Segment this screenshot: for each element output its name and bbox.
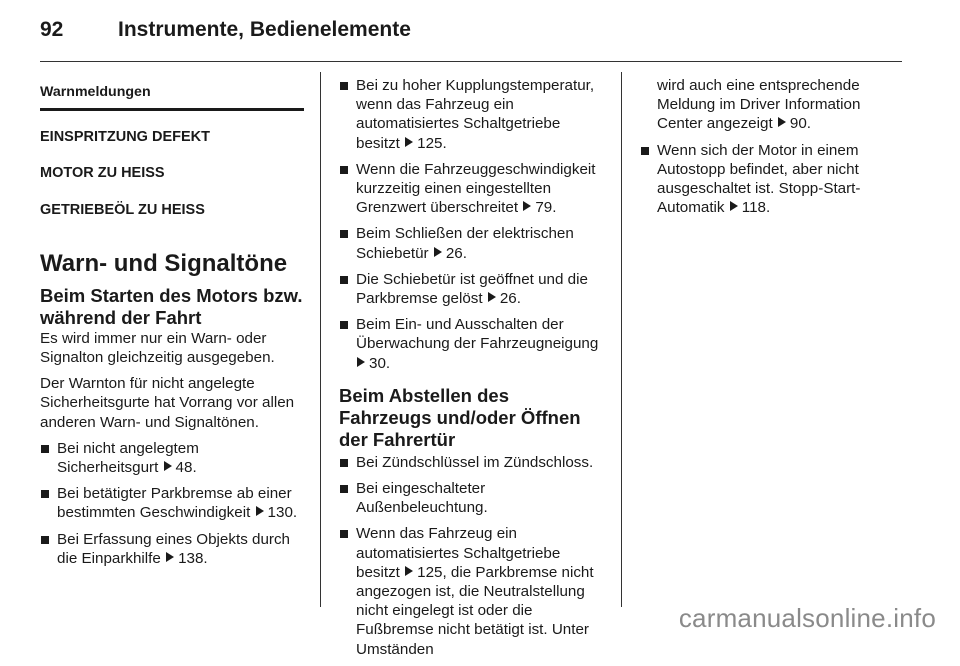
page-reference[interactable]: 125. [404, 134, 447, 153]
arrow-right-icon [730, 201, 738, 211]
paragraph-continuation: wird auch eine entsprechende Meldung im Driver Information Center angezeigt 90. [657, 77, 861, 133]
arrow-right-icon [357, 357, 365, 367]
arrow-right-icon [523, 201, 531, 211]
page-reference[interactable]: 30. [356, 354, 390, 373]
arrow-right-icon [488, 292, 496, 302]
list-item: Bei nicht angelegtem Sicherheitsgurt 48. [40, 439, 304, 477]
list-item: Die Schiebetür ist geöffnet und die Parkbremse gelöst 26. [339, 270, 605, 308]
bullet-list [339, 76, 605, 373]
arrow-right-icon [405, 137, 413, 147]
page-title: Instrumente, Bedienelemente [118, 18, 411, 41]
page-reference[interactable]: 26. [433, 244, 467, 263]
page-reference[interactable]: 118. [729, 198, 770, 217]
arrow-right-icon [434, 247, 442, 257]
section-title: Warnmeldungen [40, 76, 304, 111]
column-divider [621, 72, 622, 607]
bullet-list [339, 453, 605, 659]
page-number: 92 [40, 18, 64, 41]
bullet-square-icon [340, 276, 348, 284]
list-item: Bei eingeschalteter Außenbeleuchtung. [339, 479, 605, 517]
bullet-list [40, 439, 304, 568]
warning-message: GETRIEBEÖL ZU HEISS [40, 201, 205, 218]
bullet-list [640, 141, 904, 218]
list-item: Wenn sich der Motor in einem Autostopp befindet, aber nicht ausgeschaltet ist. Stopp-Start-Automatik 118. [640, 141, 904, 218]
page-header [40, 18, 902, 42]
warning-message: EINSPRITZUNG DEFEKT [40, 129, 210, 146]
list-item: Wenn das Fahrzeug ein automatisiertes Schaltgetriebe besitzt 125, die Parkbremse nicht angezogen ist, die Neutralstellung nicht eingelegt ist oder die Fußbremse nicht betätigt ist. Unter Umständen [339, 524, 605, 658]
paragraph: Es wird immer nur ein Warn- oder Signalton gleichzeitig ausgegeben. [40, 329, 275, 367]
column-2 [339, 76, 605, 666]
arrow-right-icon [164, 461, 172, 471]
arrow-right-icon [405, 566, 413, 576]
list-item: Bei zu hoher Kupplungstemperatur, wenn das Fahrzeug ein automatisiertes Schaltgetriebe besitzt 125. [339, 76, 605, 153]
bullet-square-icon [340, 82, 348, 90]
page-reference[interactable]: 79. [522, 198, 556, 217]
list-item: Bei Erfassung eines Objekts durch die Einparkhilfe 138. [40, 530, 304, 568]
header-divider [40, 61, 902, 62]
list-item: Bei betätigter Parkbremse ab einer bestimmten Geschwindigkeit 130. [40, 484, 304, 522]
page-reference[interactable]: 138. [165, 549, 208, 568]
list-item: Bei Zündschlüssel im Zündschloss. [339, 453, 605, 472]
warning-message: MOTOR ZU HEISS [40, 165, 165, 182]
arrow-right-icon [256, 506, 264, 516]
list-item: Beim Ein- und Ausschalten der Überwachung der Fahrzeugneigung 30. [339, 315, 605, 373]
bullet-square-icon [641, 147, 649, 155]
arrow-right-icon [166, 552, 174, 562]
column-divider [320, 72, 321, 607]
bullet-square-icon [41, 490, 49, 498]
paragraph: Der Warnton für nicht angelegte Sicherheitsgurte hat Vorrang vor allen anderen Warn- und Signaltönen. [40, 375, 295, 431]
chapter-heading: Warn- und Signaltöne [40, 249, 288, 277]
arrow-right-icon [778, 117, 786, 127]
bullet-square-icon [340, 230, 348, 238]
subheading: Beim Abstellen des Fahrzeugs und/oder Öffnen der Fahrertür [339, 384, 581, 450]
page-reference[interactable]: 48. [163, 458, 197, 477]
page-reference[interactable]: 26. [487, 289, 521, 308]
bullet-square-icon [340, 485, 348, 493]
bullet-square-icon [41, 536, 49, 544]
column-3 [640, 76, 904, 224]
subheading: Beim Starten des Motors bzw. während der Fahrt [40, 284, 303, 328]
bullet-square-icon [340, 166, 348, 174]
bullet-square-icon [41, 445, 49, 453]
page-reference[interactable]: 125 [404, 563, 442, 582]
bullet-square-icon [340, 321, 348, 329]
list-item: Wenn die Fahrzeuggeschwindigkeit kurzzeitig einen eingestellten Grenzwert überschreitet 79. [339, 160, 605, 218]
column-1 [40, 76, 304, 575]
page-reference[interactable]: 90. [777, 114, 811, 133]
page-reference[interactable]: 130. [255, 503, 298, 522]
watermark: carmanualsonline.info [678, 603, 936, 633]
list-item: Beim Schließen der elektrischen Schiebetür 26. [339, 224, 605, 262]
bullet-square-icon [340, 530, 348, 538]
bullet-square-icon [340, 459, 348, 467]
